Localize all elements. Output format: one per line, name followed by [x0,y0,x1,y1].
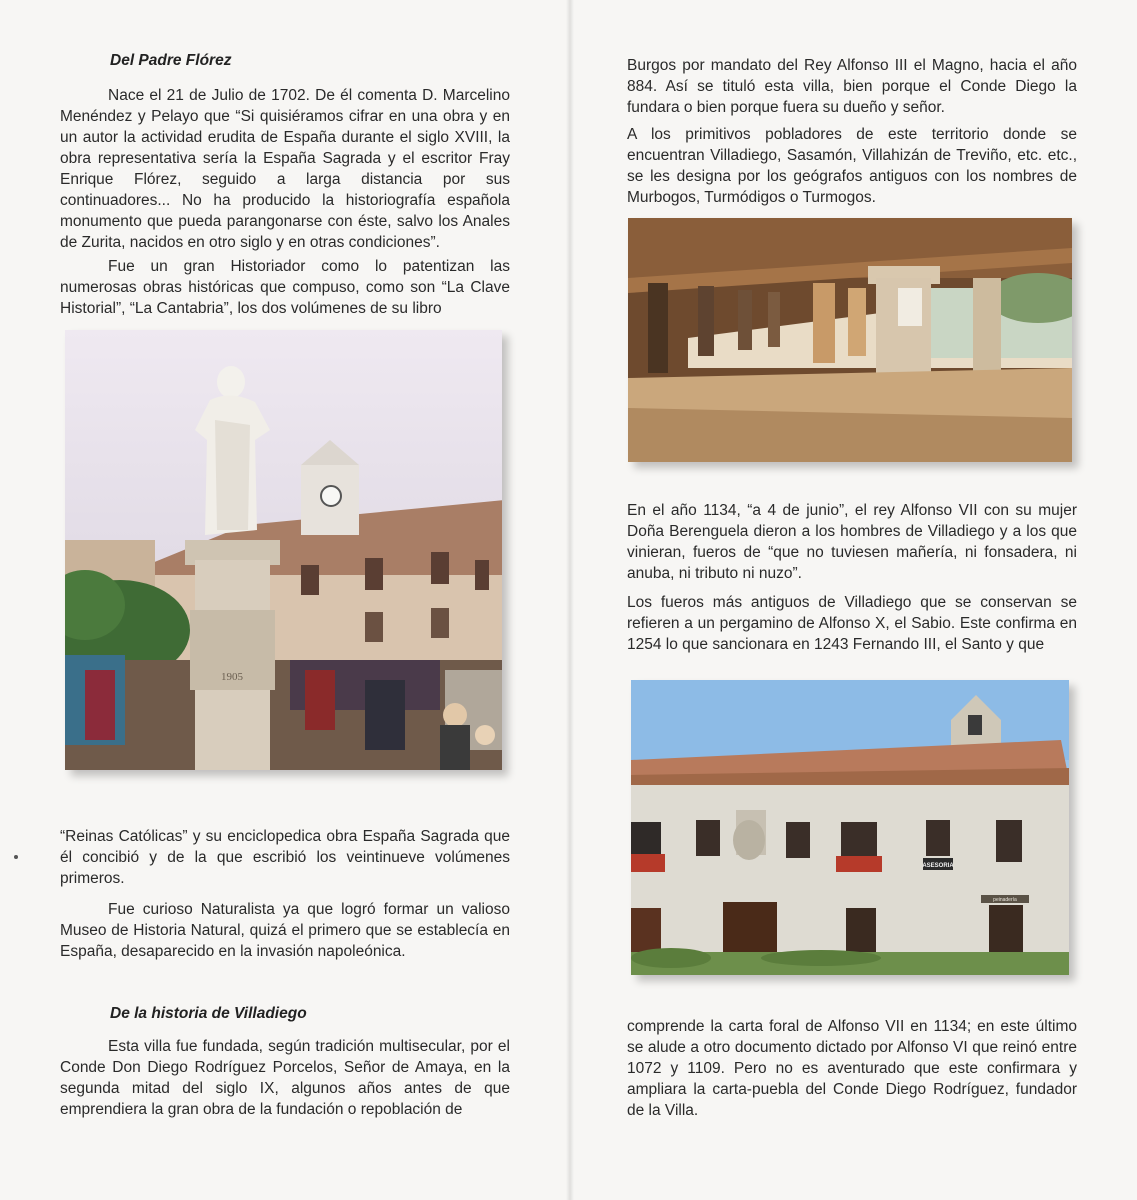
porticos-illustration [628,218,1072,462]
print-speck [14,855,18,859]
photo-town-hall [631,680,1069,975]
asesoria-sign: ASESORIA [922,863,954,869]
paragraph-naturalista: Fue curioso Naturalista ya que logró formar un valioso Museo de Historia Natural, quizá el primero que se establecía en España, desaparecido en la invasión napoleónica. [60,901,510,960]
statue-plaza-illustration [65,330,502,770]
paragraph-fueros: Los fueros más antiguos de Villadiego que se conservan se refieren a un pergamino de Alfonso X, el Sabio. Este confirma en 1254 lo que sancionara en 1243 Fernando III, el Santo y que [627,594,1077,653]
page-fold [566,0,574,1200]
heading-historia-villadiego: De la historia de Villadiego [110,1005,307,1022]
photo-statue-plaza [65,330,502,770]
photo-porticos [628,218,1072,462]
pedestal-inscription: 1905 [221,671,243,683]
paragraph-historiador: Fue un gran Historiador como lo patentizan las numerosas obras históricas que compuso, como son “La Clave Historial”, “La Cantabria”, los dos volúmenes de su libro [60,258,510,317]
paragraph-burgos: Burgos por mandato del Rey Alfonso III el Magno, hacia el año 884. Así se tituló esta villa, bien porque el Conde Diego la fundara o bien porque fuera su dueño y señor. [627,57,1077,116]
heading-padre-florez: Del Padre Flórez [110,52,232,69]
paragraph-fundacion: Esta villa fue fundada, según tradición multisecular, por el Conde Don Diego Rodríguez Porcelos, Señor de Amaya, en la segunda mitad del siglo IX, algunos años antes de que emprendiera la gran obra de la fundación o repoblación de [60,1038,510,1118]
paragraph-florez-birth: Nace el 21 de Julio de 1702. De él comenta D. Marcelino Menéndez y Pelayo que “Si quisiéramos cifrar en una obra y en un autor la actividad erudita de España durante el siglo XVIII, la obra representativa sería la España Sagrada y el escritor Fray Enrique Flórez, seguido a larga distancia por sus continuadores... No ha producido la historiografía española monumento que pueda parangonarse con éste, salvo los Anales de Zurita, nacidos en otro siglo y en otras condiciones”. [60,87,510,251]
peinaderia-sign: peinadería [993,897,1017,903]
paragraph-reinas-catolicas: “Reinas Católicas” y su enciclopedica obra España Sagrada que él concibió y de la que escribió los veintinueve volúmenes primeros. [60,828,510,887]
paragraph-carta-foral: comprende la carta foral de Alfonso VII en 1134; en este último se alude a otro documento dictado por Alfonso VI que reinó entre 1072 y 1109. Pero no es aventurado que este confirmara y ampliara la carta-puebla del Conde Diego Rodríguez, fundador de la Villa. [627,1018,1077,1119]
town-hall-illustration [631,680,1069,975]
paragraph-alfonso-vii: En el año 1134, “a 4 de junio”, el rey Alfonso VII con su mujer Doña Berenguela dieron a los hombres de Villadiego y a los que vinieran, fueros de “que no tuviesen mañería, ni fonsadera, ni anuba, ni tributo ni nuzo”. [627,502,1077,582]
paragraph-pobladores: A los primitivos pobladores de este territorio donde se encuentran Villadiego, Sasamón, Villahizán de Treviño, etc. etc., se les designa por los geógrafos antiguos con los nombres de Murbogos, Turmódigos o Turmogos. [627,126,1077,206]
